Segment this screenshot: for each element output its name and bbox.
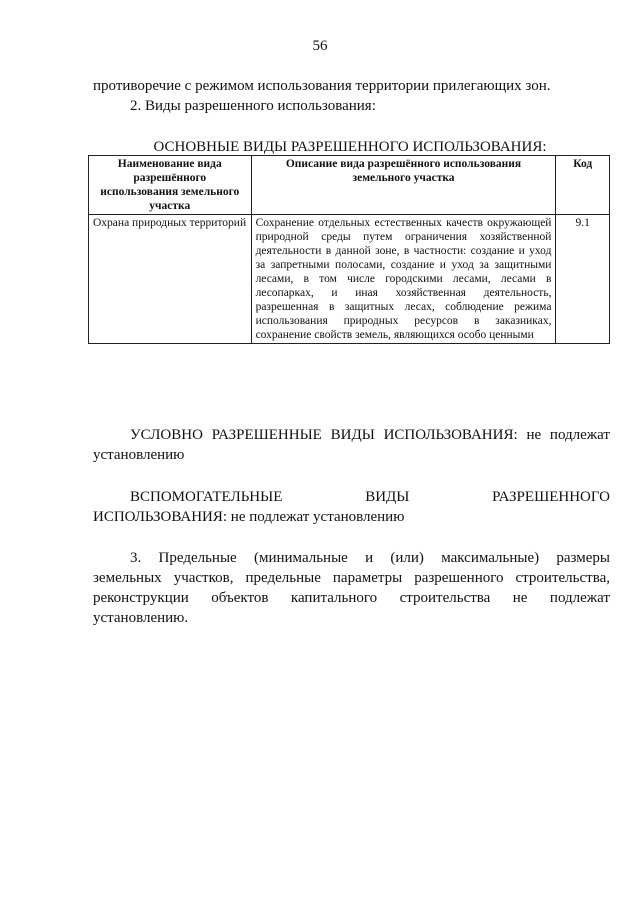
auxiliary-line-2: ИСПОЛЬЗОВАНИЯ: не подлежат установлению — [93, 509, 405, 525]
page-number: 56 — [312, 38, 328, 54]
table-header-row — [89, 156, 610, 215]
header-name: Наименование вида разрешённого использования земельного участка — [89, 156, 252, 215]
cell-code: 9.1 — [556, 215, 610, 344]
header-description: Описание вида разрешённого использования земельного участка — [251, 156, 556, 215]
limits-line-4: установлению. — [93, 610, 189, 626]
main-uses-heading: ОСНОВНЫЕ ВИДЫ РАЗРЕШЕННОГО ИСПОЛЬЗОВАНИЯ: — [153, 139, 547, 155]
auxiliary-line-1: ВСПОМОГАТЕЛЬНЫЕ ВИДЫ РАЗРЕШЕННОГО — [130, 489, 610, 505]
limits-line-2: земельных участков, предельные параметры разрешенного строительства, — [93, 570, 610, 586]
limits-line-1: 3. Предельные (минимальные и (или) максимальные) размеры — [130, 550, 610, 566]
limits-line-3: реконструкции объектов капитального строительства не подлежат — [93, 590, 610, 606]
conditional-line-1: УСЛОВНО РАЗРЕШЕННЫЕ ВИДЫ ИСПОЛЬЗОВАНИЯ: не подлежат — [130, 427, 610, 443]
table-row — [89, 215, 610, 344]
main-uses-table — [88, 155, 610, 344]
header-code: Код — [556, 156, 610, 215]
cell-description: Сохранение отдельных естественных качеств окружающей природной среды путем ограничения хозяйственной деятельности в данной зоне, в частности: создание и уход за запретными полосами, создание и уход за защитными лесами, в том числе городскими лесами, лесами в лесопарках, и иная хозяйственная деятельность, разрешенная в защитных лесах, соблюдение режима использования природных ресурсов в заказниках, сохранение свойств земель, являющихся особо ценными — [251, 215, 556, 344]
intro-line-2: 2. Виды разрешенного использования: — [130, 98, 376, 114]
intro-line-1: противоречие с режимом использования территории прилегающих зон. — [93, 78, 551, 94]
conditional-line-2: установлению — [93, 447, 185, 463]
cell-name: Охрана природных территорий — [89, 215, 252, 344]
